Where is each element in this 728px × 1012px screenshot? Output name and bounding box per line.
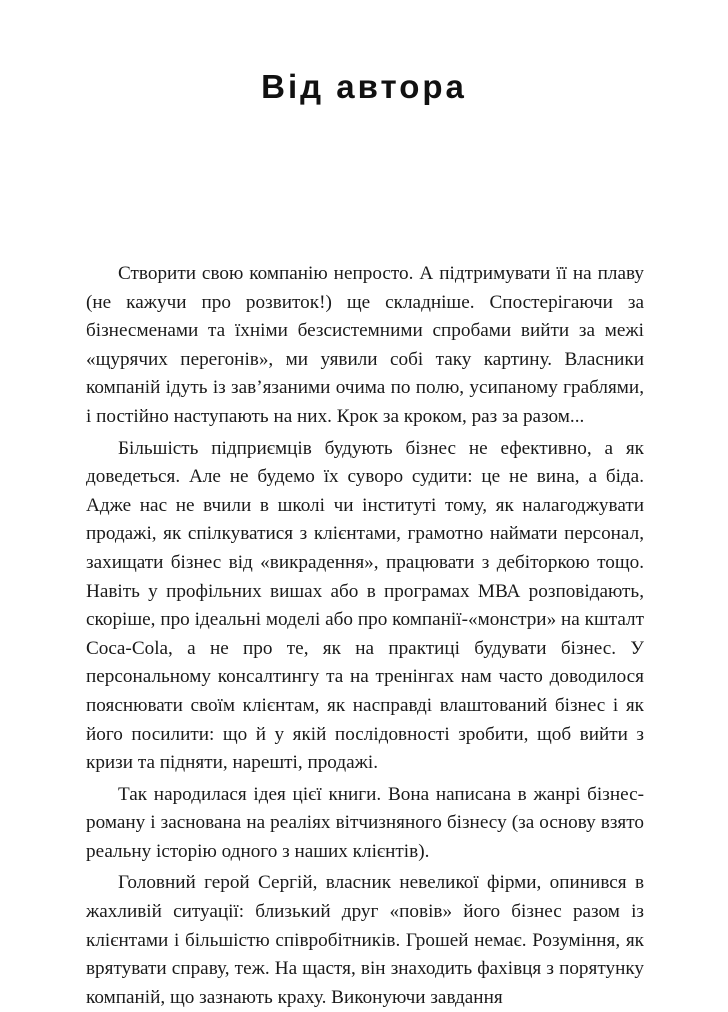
- body-text: [86, 260, 644, 1012]
- paragraph-4: Головний герой Сергій, власник невеликої фірми, опинився в жахливій ситуації: близький друг «повів» його бізнес разом із клієнтами і більшістю співробітників. Грошей немає. Розуміння, як врятувати справу, теж. На щастя, він знаходить фахівця з порятунку компаній, що зазнають краху. Виконуючи завдання: [86, 872, 644, 1008]
- page-title: Від автора: [261, 68, 467, 105]
- paragraph-3: Так народилася ідея цієї книги. Вона написана в жанрі бізнес-роману і заснована на реаліях вітчизняного бізнесу (за основу взято реальну історію одного з наших клієнтів).: [86, 783, 644, 862]
- paragraph-2: Більшість підприємців будують бізнес не ефективно, а як доведеться. Але не будемо їх суворо судити: це не вина, а біда. Адже нас не вчили в школі чи інституті тому, як налагоджувати продажі, як спілкуватися з клієнтами, грамотно наймати персонал, захищати бізнес від «викрадення», працювати з дебіторкою тощо. Навіть у профільних вишах або в програмах МВА розповідають, скоріше, про ідеальні моделі або про компанії-«монстри» на кшталт Coca-Cola, а не про те, як на практиці будувати бізнес. У персональному консалтингу та на тренінгах нам часто доводилося пояснювати своїм клієнтам, як насправді влаштований бізнес і як його посилити: що й у якій послідовності зробити, щоб вийти з кризи та підняти, нарешті, продажі.: [86, 437, 644, 774]
- paragraph-1: Створити свою компанію непросто. А підтримувати її на плаву (не кажучи про розвиток!) ще складніше. Спостерігаючи за бізнесменами та їхніми безсистемними спробами вийти за межі «щурячих перегонів», ми уявили собі таку картину. Власники компаній ідуть із зав’язаними очима по полю, усипаному граблями, і постійно наступають на них. Крок за кроком, раз за разом...: [86, 263, 644, 427]
